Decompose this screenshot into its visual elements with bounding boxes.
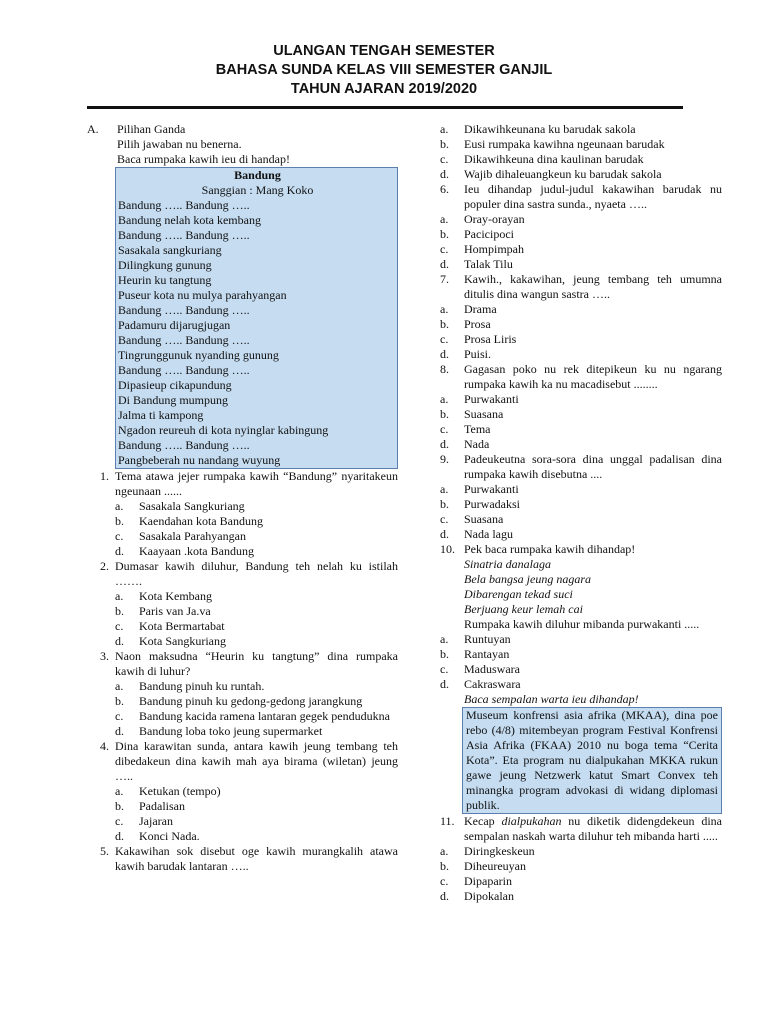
option-text: Talak Tilu — [464, 257, 513, 271]
question-text: Dumasar kawih diluhur, Bandung teh nelah ku istilah ……. — [115, 559, 398, 588]
option-letter: b. — [440, 497, 449, 511]
question-3 — [87, 649, 398, 739]
question-1 — [87, 469, 398, 559]
option-d — [440, 437, 722, 452]
option-text: Jajaran — [139, 814, 173, 828]
section-title: Pilihan Ganda — [117, 122, 186, 136]
question-text: Pek baca rumpaka kawih dihandap! — [464, 542, 636, 556]
option-a — [115, 589, 398, 604]
option-letter: d. — [115, 544, 124, 558]
option-d — [115, 724, 398, 739]
option-letter: a. — [440, 212, 449, 226]
poem-line: Sasakala sangkuriang — [118, 243, 222, 257]
option-letter: c. — [440, 512, 449, 526]
option-text: Wajib dihaleuangkeun ku barudak sakola — [464, 167, 662, 181]
question-10 — [440, 542, 722, 814]
question-number: 3. — [100, 649, 109, 663]
option-c — [440, 512, 722, 527]
option-text: Kota Sangkuriang — [139, 634, 226, 648]
q10-verse — [440, 557, 722, 617]
poem-title: Bandung — [234, 168, 281, 182]
option-text: Purwakanti — [464, 482, 519, 496]
option-letter: c. — [115, 814, 124, 828]
poem-line: Bandung ….. Bandung ….. — [118, 438, 250, 452]
right-column — [440, 122, 722, 904]
verse-line: Berjuang keur lemah cai — [464, 602, 583, 616]
question-number: 9. — [440, 452, 449, 466]
option-text: Puisi. — [464, 347, 492, 361]
question-text: Kecap dialpukahan nu diketik didengdekeun dina sempalan naskah warta diluhur teh mibanda harti ..... — [464, 814, 722, 843]
option-text: Dikawihkeunana ku barudak sakola — [464, 122, 636, 136]
option-b — [115, 514, 398, 529]
verse-line: Dibarengan tekad suci — [464, 587, 573, 601]
option-text: Nada — [464, 437, 490, 451]
option-b — [440, 859, 722, 874]
option-text: Maduswara — [464, 662, 520, 676]
option-text: Prosa — [464, 317, 491, 331]
q10-instruction: Baca sempalan warta ieu dihandap! — [464, 692, 639, 706]
option-text: Suasana — [464, 407, 504, 421]
option-b — [440, 137, 722, 152]
option-a — [440, 392, 722, 407]
option-text: Pacicipoci — [464, 227, 514, 241]
option-letter: a. — [440, 302, 449, 316]
option-c — [440, 874, 722, 889]
option-c — [440, 662, 722, 677]
section-a — [87, 122, 398, 167]
option-d — [440, 527, 722, 542]
question-stem — [440, 182, 722, 212]
question-text: Ieu dihandap judul-judul kakawihan barudak nu populer dina sastra sunda., nyaeta ….. — [464, 182, 722, 211]
option-text: Paris van Ja.va — [139, 604, 211, 618]
question-number: 4. — [100, 739, 109, 753]
option-letter: c. — [440, 152, 449, 166]
verse-line: Sinatria danalaga — [464, 557, 552, 571]
question-number: 11. — [440, 814, 455, 828]
option-text: Dipokalan — [464, 889, 514, 903]
option-letter: d. — [440, 677, 449, 691]
option-letter: c. — [115, 529, 124, 543]
question-number: 2. — [100, 559, 109, 573]
option-letter: b. — [115, 604, 124, 618]
question-stem — [87, 469, 398, 499]
q10-options — [440, 632, 722, 692]
question-text: Padeukeutna sora-sora dina unggal padalisan dina rumpaka kawih disebutna .... — [464, 452, 722, 481]
option-letter: b. — [440, 407, 449, 421]
question-number: 1. — [100, 469, 109, 483]
question-stem — [87, 844, 398, 874]
option-letter: a. — [440, 632, 449, 646]
option-b — [440, 407, 722, 422]
option-text: Kota Kembang — [139, 589, 212, 603]
option-letter: a. — [115, 679, 124, 693]
question-text: Gagasan poko nu rek ditepikeun ku nu ngarang rumpaka kawih ka nu macadisebut ........ — [464, 362, 722, 391]
option-letter: b. — [440, 227, 449, 241]
poem-box — [115, 167, 398, 469]
option-d — [115, 829, 398, 844]
poem-line: Dipasieup cikapundung — [118, 378, 232, 392]
question-stem — [87, 739, 398, 784]
question-7 — [440, 272, 722, 362]
question-text: Kawih., kakawihan, jeung tembang teh umumna ditulis dina wangun sastra ….. — [464, 272, 722, 301]
option-text: Sasakala Sangkuriang — [139, 499, 245, 513]
option-letter: c. — [440, 422, 449, 436]
question-11 — [440, 814, 722, 904]
option-b — [440, 647, 722, 662]
option-text: Suasana — [464, 512, 504, 526]
question-stem — [440, 362, 722, 392]
option-letter: d. — [115, 829, 124, 843]
question-text: Kakawihan sok disebut oge kawih murangkalih atawa kawih barudak lantaran ….. — [115, 844, 398, 873]
option-letter: d. — [440, 257, 449, 271]
question-6 — [440, 182, 722, 272]
poem-line: Pangbeberah nu nandang wuyung — [118, 453, 281, 467]
option-a — [440, 632, 722, 647]
option-a — [115, 679, 398, 694]
option-letter: a. — [115, 499, 124, 513]
option-text: Dipaparin — [464, 874, 512, 888]
question-number: 6. — [440, 182, 449, 196]
option-letter: d. — [440, 437, 449, 451]
option-letter: a. — [440, 392, 449, 406]
question-stem — [440, 452, 722, 482]
option-a — [115, 499, 398, 514]
right-questions — [440, 182, 722, 542]
question-number: 8. — [440, 362, 449, 376]
question-text: Dina karawitan sunda, antara kawih jeung tembang teh dibedakeun dina kawih mah aya birama (wiletan) jeung ….. — [115, 739, 398, 783]
question-9 — [440, 452, 722, 542]
option-a — [440, 482, 722, 497]
question-number: 7. — [440, 272, 449, 286]
q10-prompt: Rumpaka kawih diluhur mibanda purwakanti ..... — [464, 617, 700, 631]
option-text: Bandung pinuh ku gedong-gedong jarangkung — [139, 694, 363, 708]
document-header — [0, 42, 768, 99]
option-letter: b. — [115, 799, 124, 813]
option-a — [440, 212, 722, 227]
question-text: Naon maksudna “Heurin ku tangtung” dina rumpaka kawih di luhur? — [115, 649, 398, 678]
option-letter: b. — [115, 514, 124, 528]
option-text: Dikawihkeuna dina kaulinan barudak — [464, 152, 644, 166]
option-a — [115, 784, 398, 799]
option-c — [115, 814, 398, 829]
option-text: Purwakanti — [464, 392, 519, 406]
option-c — [115, 529, 398, 544]
option-text: Prosa Liris — [464, 332, 517, 346]
q5-options — [440, 122, 722, 182]
option-letter: d. — [440, 167, 449, 181]
option-letter: a. — [440, 844, 449, 858]
option-letter: b. — [115, 694, 124, 708]
option-text: Nada lagu — [464, 527, 513, 541]
question-2 — [87, 559, 398, 649]
option-letter: c. — [115, 619, 124, 633]
poem-line: Padamuru dijarugjugan — [118, 318, 231, 332]
option-letter: c. — [440, 242, 449, 256]
poem-line: Bandung ….. Bandung ….. — [118, 198, 250, 212]
question-number: 5. — [100, 844, 109, 858]
question-8 — [440, 362, 722, 452]
question-number: 10. — [440, 542, 455, 556]
option-b — [115, 604, 398, 619]
section-instruction-2: Baca rumpaka kawih ieu di handap! — [117, 152, 290, 166]
poem-line: Di Bandung mumpung — [118, 393, 228, 407]
option-letter: a. — [440, 482, 449, 496]
option-b — [115, 799, 398, 814]
section-label: A. — [87, 122, 99, 136]
option-c — [115, 619, 398, 634]
option-text: Bandung kacida ramena lantaran gegek pendudukna — [139, 709, 390, 723]
option-d — [115, 544, 398, 559]
left-column — [87, 122, 398, 874]
option-letter: d. — [115, 634, 124, 648]
option-letter: b. — [440, 317, 449, 331]
question-stem — [440, 272, 722, 302]
poem-line: Jalma ti kampong — [118, 408, 204, 422]
option-text: Bandung loba toko jeung supermarket — [139, 724, 323, 738]
option-letter: a. — [440, 122, 449, 136]
option-b — [440, 227, 722, 242]
option-text: Rantayan — [464, 647, 510, 661]
option-letter: c. — [440, 332, 449, 346]
option-text: Eusi rumpaka kawihna ngeunaan barudak — [464, 137, 665, 151]
news-excerpt-box: Museum konfrensi asia afrika (MKAA), dina poe rebo (4/8) mitembeyan program Festival Konfrensi Asia Afrika (FKAA) 2010 nu boga tema “Cerita Kota”. Eta program nu dialpukahan MKKA rukun gawe jeung Netzwerk katut Smart Convex teh minangka program advokasi di widang diplomasi publik. — [462, 707, 722, 814]
option-letter: d. — [440, 889, 449, 903]
option-text: Cakraswara — [464, 677, 521, 691]
poem-line: Dilingkung gunung — [118, 258, 212, 272]
option-c — [115, 709, 398, 724]
poem-line: Bandung ….. Bandung ….. — [118, 303, 250, 317]
option-d — [440, 347, 722, 362]
option-a — [440, 302, 722, 317]
option-text: Drama — [464, 302, 497, 316]
header-line-3: TAHUN AJARAN 2019/2020 — [290, 81, 478, 97]
option-letter: d. — [440, 347, 449, 361]
option-c — [440, 332, 722, 347]
poem-line: Bandung ….. Bandung ….. — [118, 363, 250, 377]
left-questions — [87, 469, 398, 874]
poem-author: Sanggian : Mang Koko — [201, 183, 314, 197]
option-a — [440, 844, 722, 859]
option-letter: b. — [440, 859, 449, 873]
poem-line: Bandung nelah kota kembang — [118, 213, 261, 227]
option-text: Padalisan — [139, 799, 185, 813]
header-divider — [87, 106, 683, 109]
verse-line: Bela bangsa jeung nagara — [464, 572, 591, 586]
option-text: Kaayaan .kota Bandung — [139, 544, 254, 558]
poem-line: Ngadon reureuh di kota nyinglar kabingung — [118, 423, 329, 437]
option-letter: d. — [115, 724, 124, 738]
option-text: Runtuyan — [464, 632, 511, 646]
option-letter: c. — [115, 709, 124, 723]
question-stem — [87, 649, 398, 679]
option-b — [440, 497, 722, 512]
option-d — [440, 257, 722, 272]
question-4 — [87, 739, 398, 844]
option-text: Tema — [464, 422, 491, 436]
option-text: Diheureuyan — [464, 859, 526, 873]
option-letter: c. — [440, 662, 449, 676]
option-letter: c. — [440, 874, 449, 888]
option-d — [115, 634, 398, 649]
option-text: Bandung pinuh ku runtah. — [139, 679, 265, 693]
header-line-2: BAHASA SUNDA KELAS VIII SEMESTER GANJIL — [215, 62, 553, 78]
option-text: Purwadaksi — [464, 497, 520, 511]
option-text: Kaendahan kota Bandung — [139, 514, 263, 528]
question-stem — [87, 559, 398, 589]
option-text: Hompimpah — [464, 242, 524, 256]
question-text: Tema atawa jejer rumpaka kawih “Bandung” nyaritakeun ngeunaan ...... — [115, 469, 398, 498]
poem-line: Bandung ….. Bandung ….. — [118, 228, 250, 242]
option-text: Kota Bermartabat — [139, 619, 225, 633]
poem-line: Bandung ….. Bandung ….. — [118, 333, 250, 347]
option-d — [440, 677, 722, 692]
option-letter: b. — [440, 137, 449, 151]
poem-line: Puseur kota nu mulya parahyangan — [118, 288, 287, 302]
q11-options — [440, 844, 722, 904]
option-c — [440, 152, 722, 167]
option-letter: a. — [115, 589, 124, 603]
option-letter: b. — [440, 647, 449, 661]
option-letter: d. — [440, 527, 449, 541]
option-b — [440, 317, 722, 332]
header-line-1: ULANGAN TENGAH SEMESTER — [273, 43, 495, 59]
option-text: Konci Nada. — [139, 829, 200, 843]
section-instruction-1: Pilih jawaban nu benerna. — [117, 137, 242, 151]
option-text: Diringkeskeun — [464, 844, 535, 858]
question-5 — [87, 844, 398, 874]
option-text: Oray-orayan — [464, 212, 525, 226]
option-text: Sasakala Parahyangan — [139, 529, 246, 543]
option-a — [440, 122, 722, 137]
option-c — [440, 242, 722, 257]
option-text: Ketukan (tempo) — [139, 784, 221, 798]
poem-line: Tingrunggunuk nyanding gunung — [118, 348, 279, 362]
option-d — [440, 889, 722, 904]
option-letter: a. — [115, 784, 124, 798]
option-d — [440, 167, 722, 182]
option-c — [440, 422, 722, 437]
option-b — [115, 694, 398, 709]
poem-line: Heurin ku tangtung — [118, 273, 212, 287]
